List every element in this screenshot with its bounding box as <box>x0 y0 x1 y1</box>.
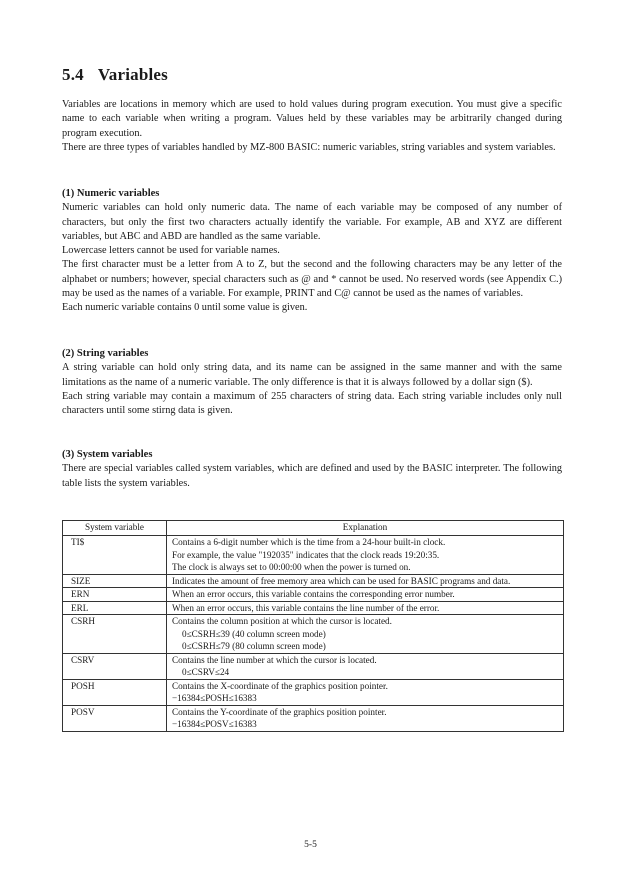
table-header-variable: System variable <box>63 521 167 536</box>
table-row <box>63 705 564 731</box>
system-variables-section <box>62 448 562 491</box>
explanation-line: Contains the line number at which the cursor is located. <box>172 654 377 665</box>
table-row <box>63 536 564 575</box>
variable-name: TI$ <box>63 536 167 575</box>
intro-paragraph: Variables are locations in memory which are used to hold values during program execution. You must give a specific name to each variable when writing a program. Values held by these variables may be arbitrarily changed during program execution. <box>62 99 562 139</box>
range-line: 0≤CSRH≤39 (40 column screen mode) <box>182 628 326 639</box>
variable-explanation <box>167 615 564 654</box>
system-variables-heading: (3) System variables <box>62 449 153 460</box>
section-title <box>62 65 168 85</box>
variable-name: CSRH <box>63 615 167 654</box>
explanation-line: Contains the Y-coordinate of the graphics position pointer. <box>172 706 387 717</box>
section-name: Variables <box>97 65 168 84</box>
numeric-paragraph: Lowercase letters cannot be used for variable names. <box>62 245 280 257</box>
explanation-line: When an error occurs, this variable contains the corresponding error number. <box>172 589 455 599</box>
explanation-line: For example, the value "192035" indicates that the clock reads 19:20:35. <box>172 549 440 560</box>
numeric-variables-section <box>62 187 562 316</box>
range-line: 0≤CSRH≤79 (80 column screen mode) <box>182 641 326 651</box>
table-row <box>63 574 564 588</box>
explanation-line: Indicates the amount of free memory area which can be used for BASIC programs and data. <box>172 575 511 586</box>
variable-name: ERL <box>63 601 167 615</box>
page-number: 5-5 <box>304 840 317 850</box>
range-line: −16384≤POSV≤16383 <box>172 719 257 729</box>
variable-explanation <box>167 536 564 575</box>
variable-explanation <box>167 705 564 731</box>
system-paragraph: There are special variables called system variables, which are defined and used by the BASIC interpreter. The following table lists the system variables. <box>62 463 562 489</box>
range-line: 0≤CSRV≤24 <box>182 667 230 677</box>
system-variables-table <box>62 520 564 732</box>
string-variables-section <box>62 347 562 418</box>
variable-explanation <box>167 574 564 588</box>
string-variables-heading: (2) String variables <box>62 348 149 359</box>
variable-name: POSH <box>63 679 167 705</box>
numeric-variables-heading: (1) Numeric variables <box>62 188 160 199</box>
variable-explanation <box>167 679 564 705</box>
numeric-paragraph: Each numeric variable contains 0 until some value is given. <box>62 302 308 314</box>
table-header-explanation: Explanation <box>167 521 564 536</box>
explanation-line: When an error occurs, this variable contains the line number of the error. <box>172 602 440 613</box>
string-paragraph: Each string variable may contain a maximum of 255 characters of string data. Each string variable includes only null characters until some stirng data is given. <box>62 390 562 417</box>
variable-name: POSV <box>63 705 167 731</box>
variable-explanation <box>167 601 564 615</box>
variable-name: CSRV <box>63 653 167 679</box>
table-header-row <box>63 521 564 536</box>
table-row <box>63 679 564 705</box>
section-number: 5.4 <box>62 65 84 84</box>
table-row <box>63 601 564 615</box>
intro-text <box>62 98 562 155</box>
variable-explanation <box>167 588 564 602</box>
explanation-line: The clock is always set to 00:00:00 when the power is turned on. <box>172 562 411 572</box>
variable-name: SIZE <box>63 574 167 588</box>
table-row <box>63 588 564 602</box>
string-paragraph: A string variable can hold only string data, and its name can be assigned in the same manner and with the same limitations as the name of a numeric variable. The only difference is that it is always followed by a dollar sign ($). <box>62 362 562 388</box>
explanation-line: Contains the X-coordinate of the graphics position pointer. <box>172 680 388 691</box>
table-row <box>63 653 564 679</box>
numeric-paragraph: The first character must be a letter from A to Z, but the second and the following characters may be any letter of the alphabet or numbers; however, special characters such as @ and * cannot be used. No reserved words (see Appendix C.) may be used as the names of a variable. For example, PRINT and C@ cannot be used as the names of variables. <box>62 259 562 300</box>
numeric-paragraph: Numeric variables can hold only numeric data. The name of each variable may be composed of any number of characters, but only the first two characters actually identify the variable. For example, AB and XYZ are different variables, but ABC and ABD are handled as the same variable. <box>62 202 562 242</box>
explanation-line: Contains the column position at which the cursor is located. <box>172 616 392 626</box>
range-line: −16384≤POSH≤16383 <box>172 693 257 703</box>
variable-explanation <box>167 653 564 679</box>
variable-name: ERN <box>63 588 167 602</box>
table-row <box>63 615 564 654</box>
intro-paragraph: There are three types of variables handled by MZ-800 BASIC: numeric variables, string variables and system variables. <box>62 141 556 153</box>
explanation-line: Contains a 6-digit number which is the time from a 24-hour built-in clock. <box>172 537 446 547</box>
